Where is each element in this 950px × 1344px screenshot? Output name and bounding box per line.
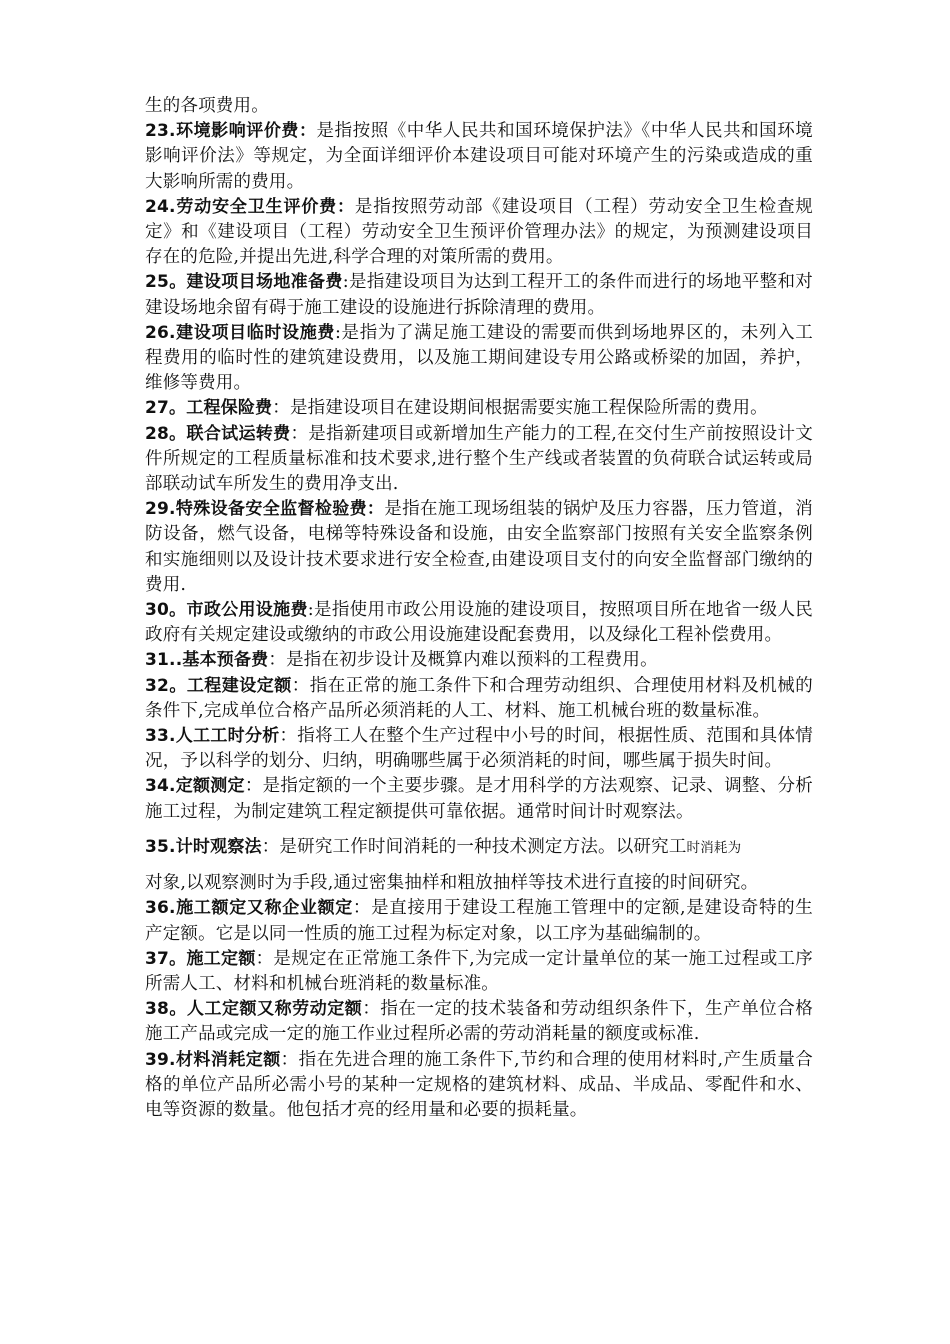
paragraph-31 [145, 648, 813, 673]
paragraph-24 [145, 195, 813, 271]
document-body [145, 94, 813, 1123]
paragraph-text: ：是指新建项目或新增加生产能力的工程,在交付生产前按照设计文件所规定的工程质量标准和技术要求,进行整个生产线或者装置的负荷联合试运转或局部联动试车所发生的费用净支出. [145, 423, 814, 495]
term-heading: 34.定额测定 [145, 776, 245, 797]
paragraph-25 [145, 270, 813, 320]
paragraph-36 [145, 896, 813, 946]
paragraph-text: 是指在施工现场组装的锅炉及压力容器，压力管道，消防设备，燃气设备，电梯等特殊设备和设施，由安全监察部门按照有关安全监察条例和实施细则以及设计技术要求进行安全检查,由建设项目支付的向安全监督部门缴纳的费用. [145, 499, 813, 595]
paragraph-text: ：是指定额的一个主要步骤。是才用科学的方法观察、记录、调整、分析施工过程，为制定建筑工程定额提供可靠依据。通常时间计时观察法。 [145, 776, 813, 822]
paragraph-text: 是指按照劳动部《建设项目（工程）劳动安全卫生检查规定》和《建设项目（工程）劳动安全卫生预评价管理办法》的规定，为预测建设项目存在的危险,并提出先进,科学合理的对策所需的费用。 [145, 196, 813, 268]
paragraph-35 [145, 835, 813, 861]
paragraph-38 [145, 997, 813, 1047]
paragraph-text: ：指在正常的施工条件下和合理劳动组织、合理使用材料及机械的条件下,完成单位合格产品所必须消耗的人工、材料、施工机械台班的数量标准。 [145, 675, 813, 721]
paragraph-33 [145, 724, 813, 774]
paragraph-text: :是指建设项目为达到工程开工的条件而进行的场地平整和对建设场地余留有碍于施工建设的设施进行拆除清理的费用。 [145, 272, 813, 318]
paragraph-text: 生的各项费用。 [145, 96, 269, 116]
term-heading: 31..基本预备费 [145, 650, 269, 671]
term-heading: 25。建设项目场地准备费 [145, 272, 343, 293]
paragraph-30 [145, 598, 813, 648]
term-heading: 38。人工定额又称劳动定额 [145, 999, 363, 1020]
paragraph-text: ：指在一定的技术装备和劳动组织条件下，生产单位合格施工产品或完成一定的施工作业过程所必需的劳动消耗量的额度或标准. [145, 999, 813, 1045]
paragraph-29 [145, 497, 813, 598]
paragraph-35-continuation [145, 871, 813, 896]
paragraph-text: 是指按照《中华人民共和国环境保护法》《中华人民共和国环境影响评价法》等规定，为全面详细评价本建设项目可能对环境产生的污染或造成的重大影响所需的费用。 [145, 121, 813, 192]
term-heading: 23.环境影响评价费： [145, 121, 317, 142]
paragraph-39 [145, 1048, 813, 1124]
paragraph-text: ：是研究工作时间消耗的一种技术测定方法。以研究工 [261, 836, 687, 857]
term-heading: 30。市政公用设施费 [145, 600, 308, 621]
term-heading: 27。工程保险费 [145, 398, 273, 419]
term-heading: 24.劳动安全卫生评价费： [145, 196, 355, 217]
term-heading: 35.计时观察法 [145, 836, 262, 857]
paragraph-tail-small: 时消耗为 [686, 839, 742, 856]
term-heading: 29.特殊设备安全监督检验费： [145, 499, 385, 520]
paragraph-text: ：是指在初步设计及概算内难以预料的工程费用。 [268, 650, 658, 671]
term-heading: 28。联合试运转费 [145, 423, 291, 444]
paragraph-28 [145, 422, 813, 498]
paragraph-32 [145, 674, 813, 724]
term-heading: 33.人工工时分析 [145, 726, 280, 747]
term-heading: 37。施工定额 [145, 948, 256, 969]
paragraph-23 [145, 119, 813, 195]
paragraph-text: :是指使用市政公用设施的建设项目，按照项目所在地省一级人民政府有关规定建设或缴纳的市政公用设施建设配套费用，以及绿化工程补偿费用。 [145, 600, 813, 646]
paragraph-continuation [145, 94, 813, 119]
paragraph-text: ：是规定在正常施工条件下,为完成一定计量单位的某一施工过程或工序所需人工、材料和机械台班消耗的数量标准。 [145, 948, 813, 994]
term-heading: 39.材料消耗定额 [145, 1049, 281, 1070]
paragraph-27 [145, 396, 813, 421]
paragraph-37 [145, 947, 813, 997]
paragraph-text: 对象,以观察测时为手段,通过密集抽样和粗放抽样等技术进行直接的时间研究。 [145, 873, 759, 894]
paragraph-34 [145, 774, 813, 824]
paragraph-26 [145, 321, 813, 397]
term-heading: 32。工程建设定额 [145, 675, 292, 696]
paragraph-text: ：指将工人在整个生产过程中小号的时间，根据性质、范围和具体情况，予以科学的划分、归纳，明确哪些属于必须消耗的时间，哪些属于损失时间。 [145, 726, 813, 772]
paragraph-text: :是指为了满足施工建设的需要而供到场地界区的，未列入工程费用的临时性的建筑建设费用，以及施工期间建设专用公路或桥梁的加固，养护，维修等费用。 [145, 322, 814, 394]
term-heading: 26.建设项目临时设施费 [145, 322, 336, 343]
term-heading: 36.施工额定又称企业额定 [145, 898, 353, 919]
paragraph-text: ：是直接用于建设工程施工管理中的定额,是建设奇特的生产定额。它是以同一性质的施工过程为标定对象，以工序为基础编制的。 [145, 898, 813, 944]
paragraph-text: ：是指建设项目在建设期间根据需要实施工程保险所需的费用。 [272, 398, 768, 419]
paragraph-text: ：指在先进合理的施工条件下,节约和合理的使用材料时,产生质量合格的单位产品所必需小号的某种一定规格的建筑材料、成品、半成品、零配件和水、电等资源的数量。他包括才亮的经用量和必要的损耗量。 [145, 1049, 813, 1120]
